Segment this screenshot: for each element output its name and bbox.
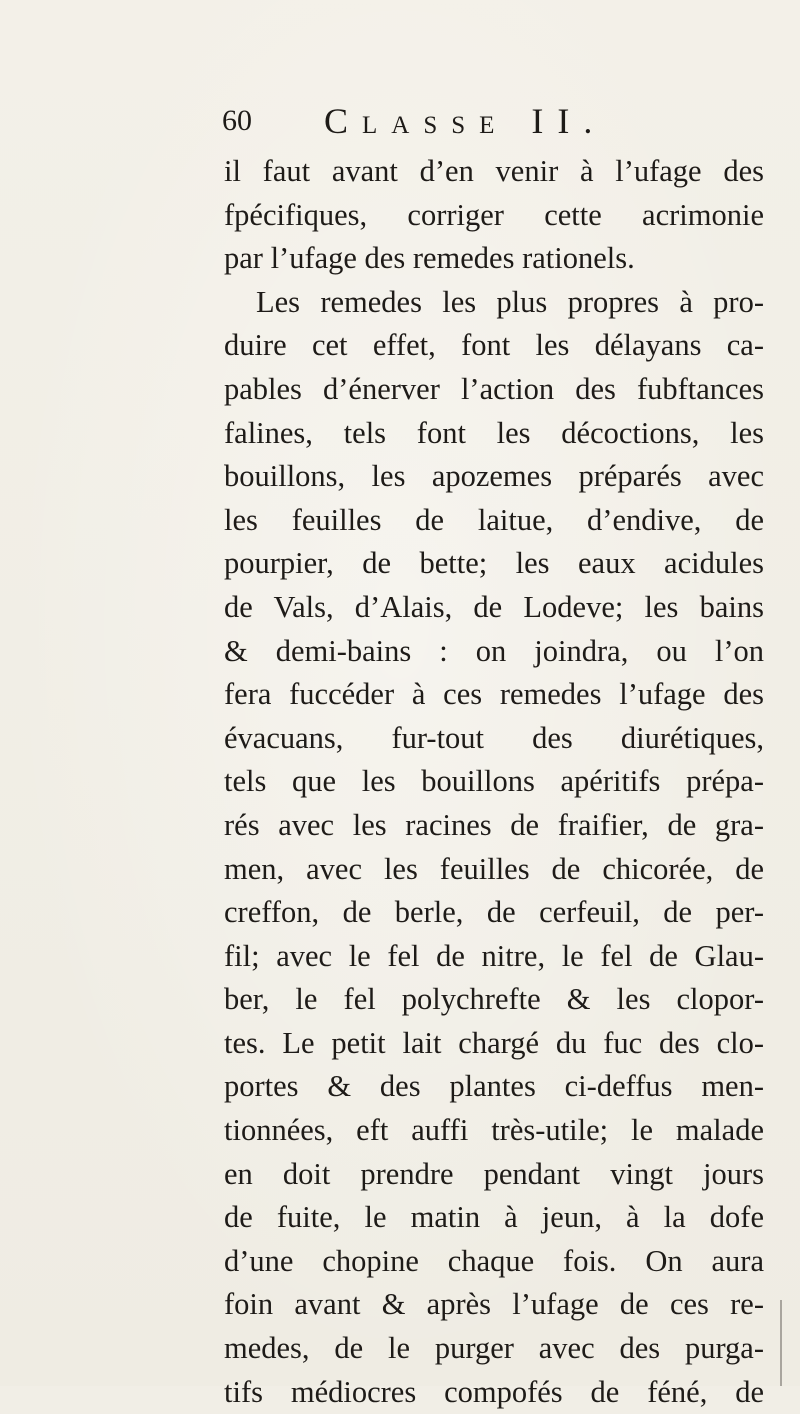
text-line: tionnées, eft auffi très-utile; le malade: [224, 1113, 764, 1148]
text-line: fpécifiques, corriger cette acrimonie: [224, 197, 764, 232]
text-line: tels que les bouillons apéritifs prépa-: [224, 764, 764, 799]
text-line: Les remedes les plus propres à pro-: [256, 284, 764, 319]
text-line: fil; avec le fel de nitre, le fel de Glau-: [224, 938, 764, 973]
text-line: falines, tels font les décoctions, les: [224, 415, 764, 450]
text-line: bouillons, les apozemes préparés avec: [224, 459, 764, 494]
page-header: [222, 100, 782, 146]
text-line: tifs médiocres compofés de féné, de: [224, 1374, 764, 1409]
text-line: de fuite, le matin à jeun, à la dofe: [224, 1200, 764, 1235]
text-line: d’une chopine chaque fois. On aura: [224, 1243, 764, 1278]
text-line: medes, de le purger avec des purga-: [224, 1331, 764, 1366]
text-line: les feuilles de laitue, d’endive, de: [224, 502, 764, 537]
text-line: fera fuccéder à ces remedes l’ufage des: [224, 677, 764, 712]
text-line: il faut avant d’en venir à l’ufage des: [224, 154, 764, 188]
text-line: pourpier, de bette; les eaux acidules: [224, 546, 764, 581]
body-text: [224, 150, 764, 1414]
page-edge-mark: [780, 1300, 782, 1386]
text-line: en doit prendre pendant vingt jours: [224, 1156, 764, 1191]
text-line: duire cet effet, font les délayans ca-: [224, 328, 764, 363]
text-line: tes. Le petit lait chargé du fuc des clo-: [224, 1025, 764, 1060]
text-line: & demi-bains : on joindra, ou l’on: [224, 633, 764, 668]
text-line: men, avec les feuilles de chicorée, de: [224, 851, 764, 886]
text-line: de Vals, d’Alais, de Lodeve; les bains: [224, 589, 764, 624]
page-number: 60: [222, 104, 252, 137]
text-line: foin avant & après l’ufage de ces re-: [224, 1287, 764, 1322]
text-line: creffon, de berle, de cerfeuil, de per-: [224, 895, 764, 930]
text-line: par l’ufage des remedes rationels.: [224, 241, 635, 276]
text-line: rés avec les racines de fraifier, de gra-: [224, 807, 764, 842]
text-line: pables d’énerver l’action des fubftances: [224, 371, 764, 406]
text-line: portes & des plantes ci-deffus men-: [224, 1069, 764, 1104]
text-line: évacuans, fur-tout des diurétiques,: [224, 720, 764, 755]
running-head: Classe II.: [324, 101, 607, 141]
text-line: ber, le fel polychrefte & les clopor-: [224, 982, 764, 1017]
